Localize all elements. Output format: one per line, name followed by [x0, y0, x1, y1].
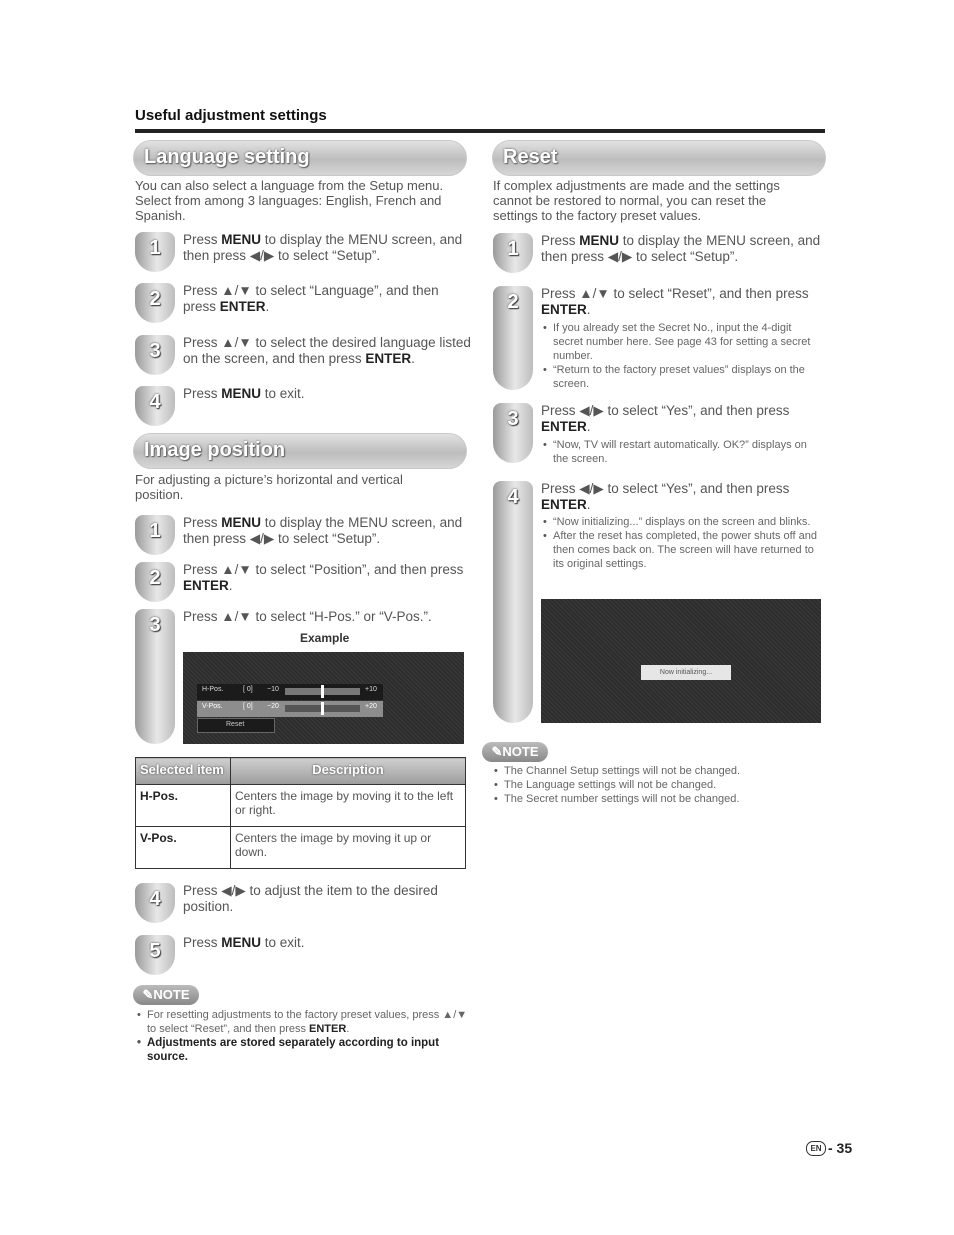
pencil-icon: ✎	[491, 744, 503, 759]
reset-row: Reset	[197, 718, 275, 733]
note-item: • For resetting adjustments to the factory preset values, press ▲/▼ to select “Reset”, and then press ENTER.	[135, 1008, 470, 1036]
vpos-row: V-Pos. [ 0] −20 +20	[197, 701, 383, 717]
table-header-description: Description	[231, 758, 466, 785]
vpos-slider	[285, 705, 360, 712]
position-osd-screen	[183, 652, 464, 744]
position-description-table	[135, 757, 466, 869]
table-header-item: Selected item	[136, 758, 231, 785]
position-notes	[135, 1008, 470, 1064]
table-row: H-Pos. Centers the image by moving it to the left or right.	[136, 785, 466, 827]
initializing-screen	[541, 599, 821, 723]
step-number-badge: 3	[493, 403, 533, 463]
image-position-heading: Image position	[144, 439, 286, 461]
section-title: Useful adjustment settings	[135, 107, 327, 124]
step-number-badge: 4	[493, 481, 533, 723]
step-number-badge: 1	[493, 233, 533, 273]
reset-intro: If complex adjustments are made and the settings cannot be restored to normal, you can reset the settings to the factory preset values.	[493, 178, 780, 223]
header-rule	[135, 129, 825, 133]
reset-note-tag: ✎NOTE	[482, 742, 548, 762]
step-number-badge: 2	[135, 562, 175, 602]
initializing-message: Now initializing...	[641, 665, 731, 680]
vpos-slider-knob	[321, 702, 324, 715]
hpos-slider	[285, 688, 360, 695]
step-number-badge: 2	[135, 283, 175, 323]
note-item: • Adjustments are stored separately according to input source.	[135, 1036, 470, 1064]
language-badge-icon: EN	[806, 1141, 826, 1156]
table-row: V-Pos. Centers the image by moving it up or down.	[136, 827, 466, 869]
reset-step-3-bullets: • “Now, TV will restart automatically. OK?” displays on the screen.	[541, 438, 821, 466]
example-label: Example	[300, 631, 350, 645]
step-number-badge: 3	[135, 609, 175, 744]
language-setting-banner	[133, 140, 467, 176]
reset-step-2-bullets: • If you already set the Secret No., input the 4-digit secret number here. See page 43 for setting a secret number. • “Return to the factory preset values” displays on the screen.	[541, 321, 821, 391]
step-number-badge: 1	[135, 515, 175, 555]
step-number-badge: 4	[135, 883, 175, 923]
reset-step-4-bullets: • “Now initializing...” displays on the screen and blinks. • After the reset has completed, the power shuts off and then comes back on. The screen will have returned to its original settings.	[541, 515, 824, 571]
language-setting-heading: Language setting	[144, 146, 310, 168]
step-number-badge: 4	[135, 386, 175, 426]
step-number-badge: 5	[135, 935, 175, 975]
step-number-badge: 2	[493, 286, 533, 390]
step-number-badge: 3	[135, 335, 175, 375]
pencil-icon: ✎	[142, 987, 154, 1002]
hpos-row: H-Pos. [ 0] −10 +10	[197, 684, 383, 700]
reset-heading: Reset	[503, 146, 558, 168]
language-intro: You can also select a language from the Setup menu. Select from among 3 languages: English, French and Spanish.	[135, 178, 444, 223]
position-note-tag: ✎NOTE	[133, 985, 199, 1005]
reset-banner	[492, 140, 826, 176]
image-position-banner	[133, 433, 467, 469]
page-number: - 35	[828, 1140, 853, 1156]
step-number-badge: 1	[135, 232, 175, 272]
image-position-intro: For adjusting a picture’s horizontal and vertical position.	[135, 472, 403, 502]
reset-notes: • The Channel Setup settings will not be changed. • The Language settings will not be changed. • The Secret number settings will not be changed.	[492, 764, 822, 806]
hpos-slider-knob	[321, 685, 324, 698]
